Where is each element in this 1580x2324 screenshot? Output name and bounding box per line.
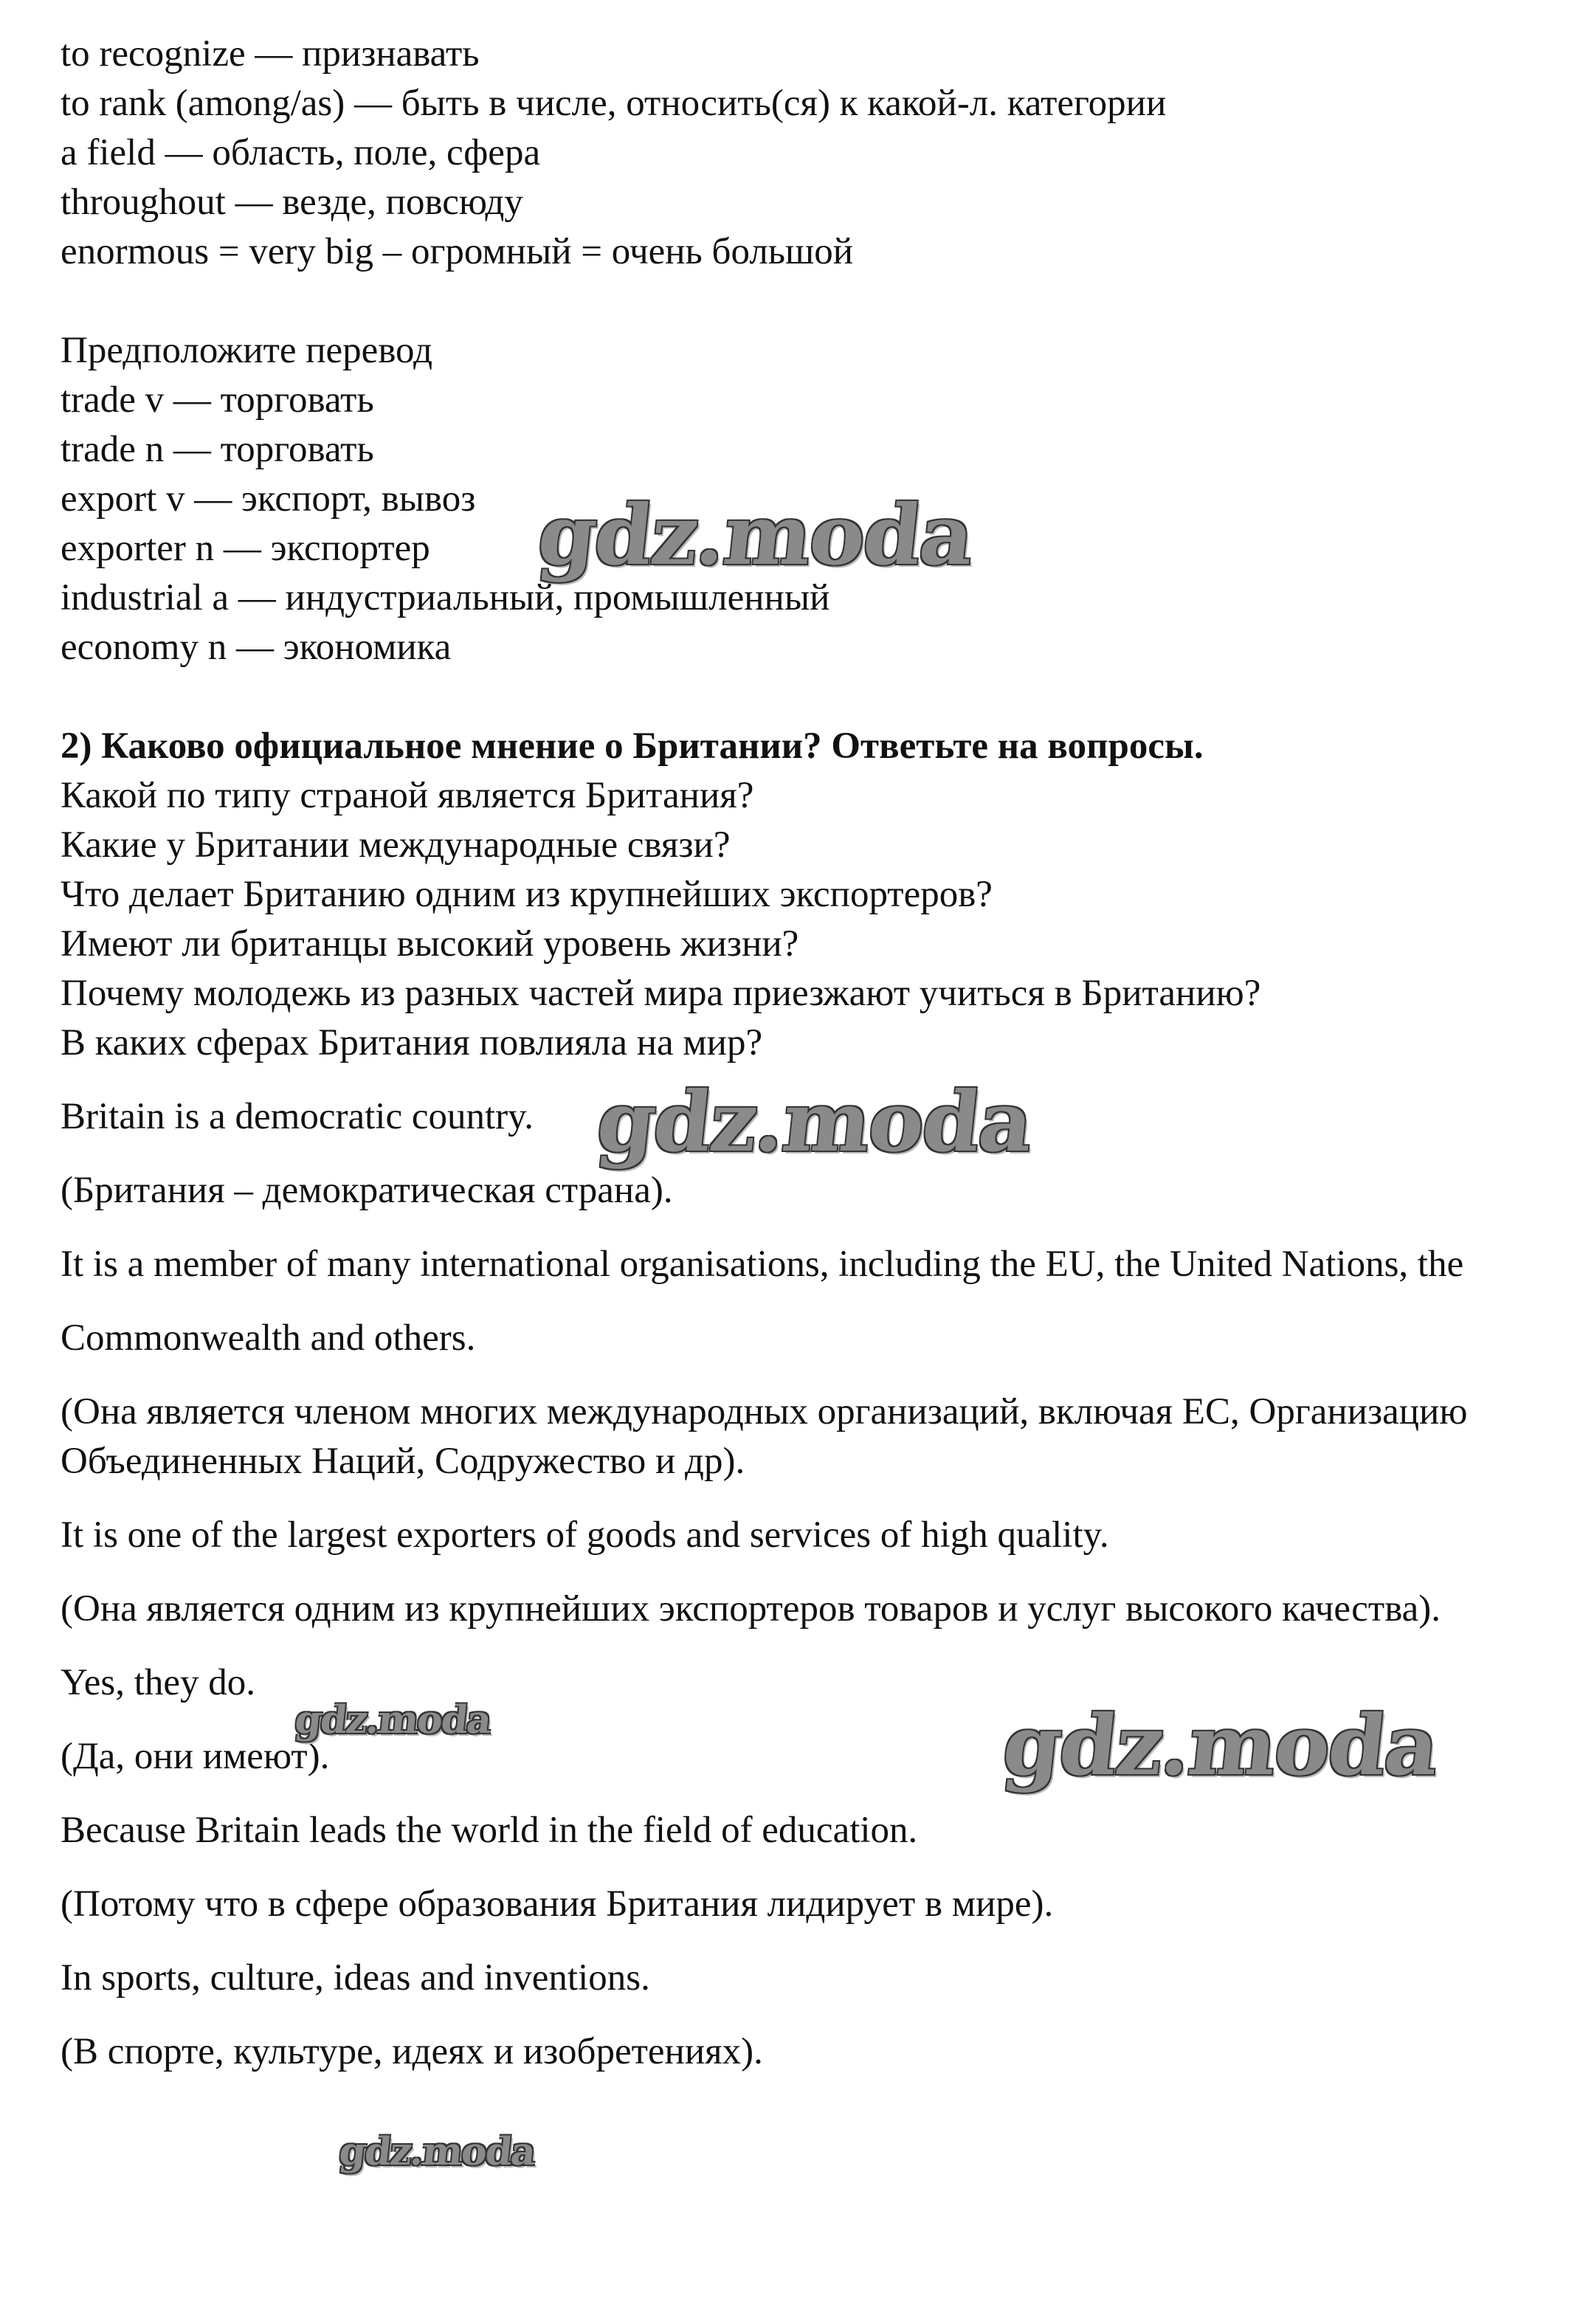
watermark-logo: gdz.moda bbox=[534, 487, 978, 584]
question-item: В каких сферах Британия повлияла на мир? bbox=[61, 1022, 763, 1063]
answer-translation: (Она является одним из крупнейших экспортеров товаров и услуг высокого качества). bbox=[61, 1588, 1441, 1630]
watermark-logo: gdz.moda bbox=[593, 1074, 1037, 1170]
answer-text: It is one of the largest exporters of goods and services of high quality. bbox=[61, 1514, 1109, 1556]
question-item: Почему молодежь из разных частей мира приезжают учиться в Британию? bbox=[61, 973, 1261, 1014]
answer-text: Britain is a democratic country. bbox=[61, 1096, 534, 1137]
guess-item: trade v — торговать bbox=[61, 379, 374, 421]
guess-item: export v — экспорт, вывоз bbox=[61, 478, 476, 520]
answer-translation: (Потому что в сфере образования Британия лидирует в мире). bbox=[61, 1883, 1054, 1925]
guess-title: Предположите перевод bbox=[61, 330, 433, 371]
vocab-list bbox=[61, 30, 1522, 277]
guess-item: trade n — торговать bbox=[61, 429, 374, 470]
answer-translation: (Она является членом многих международных организаций, включая ЕС, Организацию Объединенных Наций, Содружество и др). bbox=[61, 1391, 1468, 1482]
question-item: Имеют ли британцы высокий уровень жизни? bbox=[61, 923, 799, 965]
vocab-item: to rank (among/as) — быть в числе, относить(ся) к какой-л. категории bbox=[61, 83, 1167, 124]
answer-text: Commonwealth and others. bbox=[61, 1317, 476, 1359]
answer-text: In sports, culture, ideas and inventions. bbox=[61, 1957, 650, 1999]
vocab-item: enormous = very big – огромный = очень большой bbox=[61, 231, 854, 272]
answer-translation: (Да, они имеют). bbox=[61, 1736, 330, 1777]
question-item: Что делает Британию одним из крупнейших экспортеров? bbox=[61, 874, 993, 915]
watermark-logo: gdz.moda bbox=[998, 1697, 1443, 1794]
watermark-logo: gdz.moda bbox=[337, 2129, 537, 2174]
question-list bbox=[61, 771, 1522, 1068]
vocab-item: throughout — везде, повсюду bbox=[61, 182, 523, 223]
guess-item: industrial a — индустриальный, промышленный bbox=[61, 577, 830, 618]
spacer bbox=[61, 277, 1522, 326]
vocab-item: to recognize — признавать bbox=[61, 33, 480, 75]
section-heading: 2) Каково официальное мнение о Британии? Ответьте на вопросы. bbox=[61, 725, 1204, 767]
answer-translation: (В спорте, культуре, идеях и изобретениях). bbox=[61, 2031, 763, 2072]
question-item: Какой по типу страной является Британия? bbox=[61, 775, 754, 816]
answer-text: It is a member of many international organisations, including the EU, the United Nations, the bbox=[61, 1244, 1464, 1285]
answer-text: Because Britain leads the world in the field of education. bbox=[61, 1810, 918, 1851]
spacer bbox=[61, 672, 1522, 722]
answer-text: Yes, they do. bbox=[61, 1662, 256, 1703]
question-item: Какие у Британии международные связи? bbox=[61, 824, 731, 866]
vocab-item: a field — область, поле, сфера bbox=[61, 132, 541, 173]
answer-translation: (Британия – демократическая страна). bbox=[61, 1170, 673, 1211]
guess-item: exporter n — экспортер bbox=[61, 528, 430, 569]
watermark-logo: gdz.moda bbox=[292, 1697, 493, 1742]
guess-item: economy n — экономика bbox=[61, 627, 452, 668]
